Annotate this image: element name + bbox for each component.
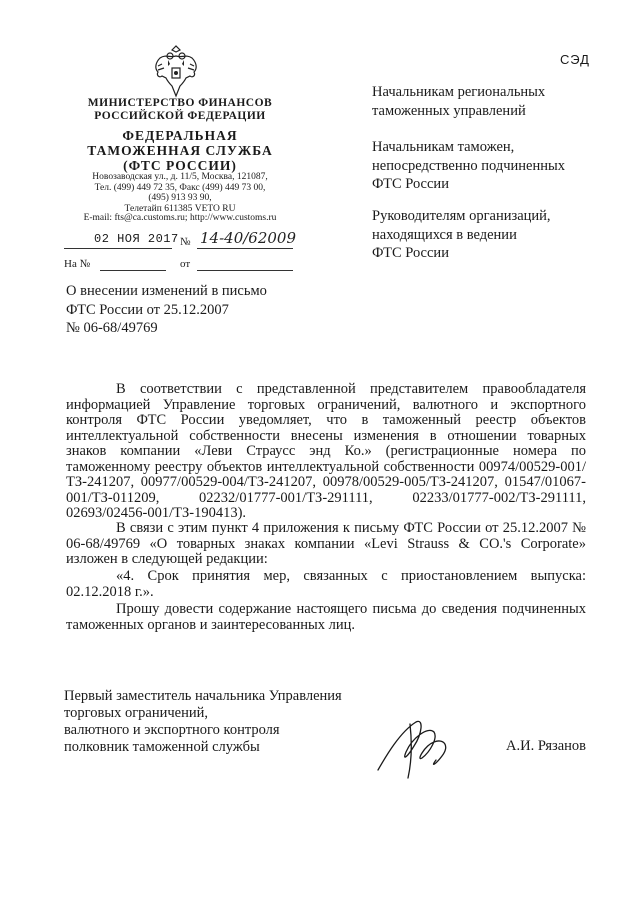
body-paragraph-3: «4. Срок принятия мер, связанных с приостановлением выпуска: 02.12.2018 г.». <box>66 568 586 600</box>
contact-address <box>60 172 300 214</box>
addressee-line: Начальникам таможен, <box>372 139 515 155</box>
addressee-line: ФТС России <box>372 176 449 192</box>
reference-number-underline <box>100 258 166 271</box>
ministry-name <box>60 97 300 123</box>
registration-number: 14-40/62009 <box>200 229 297 247</box>
coat-of-arms-emblem <box>148 44 204 100</box>
handwritten-signature <box>372 712 462 782</box>
number-label: № <box>180 236 191 248</box>
address-line: Тел. (499) 449 72 35, Факс (499) 449 73 00, <box>94 182 266 193</box>
document-mark: СЭД <box>560 52 590 67</box>
signer-title-line: торговых ограничений, <box>64 705 208 721</box>
subject-line: ФТС России от 25.12.2007 <box>66 301 229 318</box>
addressee-line: Начальникам региональных <box>372 84 546 100</box>
address-line: (495) 913 93 90, <box>148 193 212 203</box>
reference-date-underline <box>197 258 293 271</box>
signer-title-line: валютного и экспортного контроля <box>64 722 280 738</box>
body-paragraph-4: Прошу довести содержание настоящего письма до сведения подчиненных таможенных органов и заинтересованных лиц. <box>66 601 586 633</box>
addressee-line: находящихся в ведении <box>372 226 517 243</box>
ministry-line: МИНИСТЕРСТВО ФИНАНСОВ <box>87 97 273 109</box>
body-paragraph-1: В соответствии с представленной представителем правообладателя информацией Управление торговых ограничений, валютного и экспортного контроля ФТС России уведомляет, что в таможенный реестр объектов интеллектуальной собственности внесены изменения в отношении товарных знаков компании «Леви Страусс энд Ко.» (регистрационные номера по таможенному реестру объектов интеллектуальной собственности 00974/00529-001/ТЗ-241207, 00977/00529-004/ТЗ-241207, 00978/00529-005/ТЗ-241207, 01547/01067-001/ТЗ-011209, 02232/01777-001/ТЗ-291111, 02233/01777-002/ТЗ-291111, 02693/02456-001/ТЗ-190413). <box>66 381 586 521</box>
subject-line: О внесении изменений в письмо <box>66 283 267 299</box>
addressee-line: непосредственно подчиненных <box>372 157 565 174</box>
signer-title-line: Первый заместитель начальника Управления <box>64 688 342 704</box>
address-line: Новозаводская ул., д. 11/5, Москва, 121087, <box>92 172 268 182</box>
addressee-line: таможенных управлений <box>372 102 526 119</box>
service-line: (ФТС РОССИИ) <box>123 158 237 173</box>
ministry-line: РОССИЙСКОЙ ФЕДЕРАЦИИ <box>94 110 266 122</box>
address-line: Телетайп 611385 VETO RU <box>124 203 236 214</box>
reference-number-label: На № <box>64 258 91 270</box>
letter-subject <box>66 282 267 338</box>
signer-name: А.И. Рязанов <box>506 738 587 754</box>
reference-date-label: от <box>180 258 191 270</box>
addressee-line: Руководителям организаций, <box>372 208 551 224</box>
addressee-line: ФТС России <box>372 245 449 261</box>
service-line: ТАМОЖЕННАЯ СЛУЖБА <box>87 143 273 158</box>
addressee-organizations <box>372 207 551 263</box>
contact-email: E-mail: fts@ca.customs.ru; http://www.customs.ru <box>83 213 277 223</box>
subject-line: № 06-68/49769 <box>66 320 158 336</box>
signer-title <box>64 688 342 756</box>
addressee-customs-heads <box>372 138 565 194</box>
registration-date: 02 НОЯ 2017 <box>94 232 179 246</box>
service-name <box>60 128 300 173</box>
body-paragraph-2: В связи с этим пункт 4 приложения к письму ФТС России от 25.12.2007 № 06-68/49769 «О товарных знаках компании «Levi Strauss & CO.'s Corporate» изложен в следующей редакции: <box>66 520 586 567</box>
addressee-regional-departments <box>372 83 545 120</box>
signer-title-line: полковник таможенной службы <box>64 739 260 755</box>
service-line: ФЕДЕРАЛЬНАЯ <box>122 128 238 143</box>
